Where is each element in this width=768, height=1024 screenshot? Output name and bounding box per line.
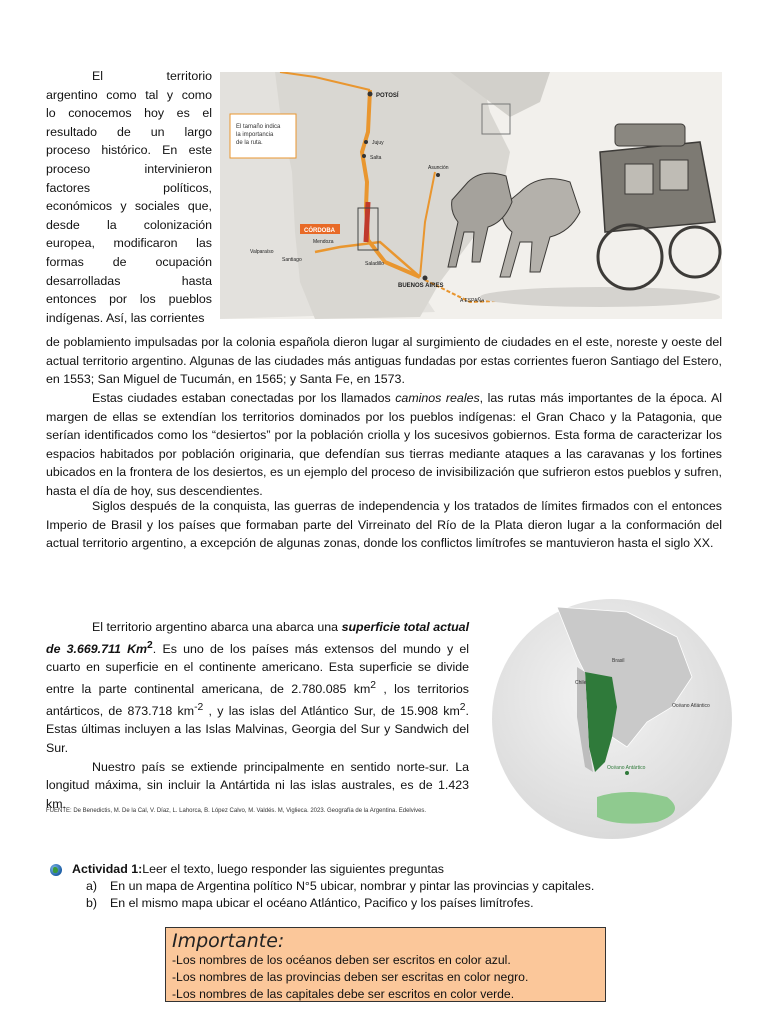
- text-fragment: , las rutas más importantes de la época. Al margen de ellas se extendían los territorios dominados por los pueblos indígenas: el Gran Chaco y la Patagonia, que serían identificados como los “desiertos” por la población criolla y los sucesivos gobiernos. Esta forma de caracterizar los espacios habitados por población originaria, que defendían sus tierras mediante ataques a las caravanas y los fortines ubicados en la frontera de los desiertos, es un ejemplo del proceso de invisibilización que sufrieron estos pueblos y sufren, hasta el día de hoy, sus descendientes.: [46, 391, 722, 498]
- city-label: A ESPAÑA: [460, 298, 485, 304]
- intro-line: proceso histórico. En este: [46, 143, 212, 158]
- important-title: Importante:: [172, 930, 285, 952]
- bold-term: superficie total actual de 3.669.711 Km: [46, 620, 470, 656]
- section-superficie: [46, 618, 469, 813]
- globe-label: Brasil: [612, 658, 625, 664]
- activity-item: [50, 895, 730, 912]
- important-box: [165, 927, 606, 1002]
- important-line: -Los nombres de las provincias deben ser escritas en color negro.: [172, 970, 529, 984]
- map-legend: El tamaño indica la importancia de la ruta.: [236, 124, 281, 146]
- superscript: 2: [459, 701, 466, 713]
- intro-line: lo conocemos hoy es el: [46, 106, 212, 121]
- city-label: BUENOS AIRES: [398, 283, 444, 289]
- globe-map: [477, 597, 747, 842]
- city-label: POTOSÍ: [376, 93, 399, 99]
- intro-line: económicos y sociales que,: [46, 199, 212, 214]
- colonial-routes-map: [220, 72, 722, 319]
- text-fragment: Estas ciudades estaban conectadas por los llamados: [92, 391, 396, 405]
- source-citation: FUENTE: De Benedictis, M. De la Cal, V. Díaz, L. Lahorca, B. López Calvo, M. Valdés. M, Viglieca. 2023. Geografía de la Argentina. Edelvives.: [46, 808, 427, 814]
- intro-column: [46, 67, 212, 327]
- intro-paragraph-end: de poblamiento impulsadas por la colonia española dieron lugar al surgimiento de ciudades en el este, noreste y oeste del actual territorio argentino. Algunas de las ciudades más antiguas fundadas por estas corrientes fueron Santiago del Estero, en 1553; San Miguel de Tucumán, en 1565; y Santa Fe, en 1573.: [46, 335, 722, 387]
- activity-section: [50, 861, 730, 912]
- item-marker: a): [86, 879, 98, 893]
- text-fragment: El territorio argentino abarca una abarca una: [92, 620, 342, 634]
- city-label: Valparaíso: [250, 249, 274, 255]
- intro-line: entonces por los pueblos: [46, 292, 212, 307]
- city-label: Salta: [370, 155, 382, 161]
- intro-line: argentino como tal y como: [46, 87, 212, 102]
- important-line: -Los nombres de los océanos deben ser escritos en color azul.: [172, 953, 511, 967]
- globe-label: Océano Atlántico: [672, 703, 710, 709]
- intro-line: europea, modificaron las: [46, 236, 212, 251]
- globe-label: Chile: [575, 680, 587, 686]
- activity-text: Leer el texto, luego responder las siguientes preguntas: [142, 862, 444, 876]
- city-label: Asunción: [428, 165, 449, 171]
- intro-line: factores políticos,: [46, 180, 212, 195]
- italic-term: caminos reales: [395, 391, 480, 405]
- city-label: Saladillo: [365, 261, 384, 267]
- important-line: -Los nombres de las capitales debe ser escritos en color verde.: [172, 987, 515, 1001]
- item-marker: b): [86, 896, 98, 910]
- text-fragment: , los territorios antárticos, de 873.718 km: [46, 682, 470, 718]
- city-label: Jujuy: [372, 140, 384, 146]
- intro-line: El territorio: [92, 69, 212, 83]
- intro-line: desarrolladas hasta: [46, 273, 212, 288]
- intro-line: resultado de un largo: [46, 124, 212, 139]
- paragraph-superficie: [46, 618, 469, 758]
- paragraph-territory-formation: Siglos después de la conquista, las guerras de independencia y los tratados de límites firmados con el entonces Imperio de Brasil y los países que formaban parte del Virreinato del Río de la Plata dieron lugar a la conformación del actual territorio argentino, a excepción de algunas zonas, donde los conflictos limítrofes se mantuvieron hasta el siglo XX.: [46, 499, 722, 551]
- intro-line: indígenas. Así, las corrientes: [46, 310, 205, 325]
- text-fragment: . Es uno de los países más extensos del mundo y el cuarto en superficie en el continente americano. Esta superficie se divide entre la parte continental americana, de 2.780.085 km: [46, 641, 469, 697]
- city-label: Santiago: [282, 257, 302, 263]
- intro-line: desde la colonización: [46, 217, 212, 232]
- city-label: CÓRDOBA: [304, 228, 335, 234]
- intro-line: formas de ocupación: [46, 254, 212, 269]
- paragraph-longitud: Nuestro país se extiende principalmente en sentido norte-sur. La longitud máxima, sin incluir la Antártida ni las islas australes, es de 1.423 km.: [46, 759, 469, 811]
- text-fragment: , y las islas del Atlántico Sur, de 15.908 km: [203, 703, 460, 718]
- superscript: -2: [194, 701, 204, 713]
- superscript: 2: [147, 639, 153, 651]
- text-fragment: . Estas últimas incluyen a las Islas Malvinas, Georgia del Sur y Sandwich del Sur.: [46, 703, 469, 755]
- city-label: Mendoza: [313, 239, 334, 245]
- intro-line: proceso intervinieron: [46, 161, 212, 176]
- item-text: En un mapa de Argentina político N°5 ubicar, nombrar y pintar las provincias y capitales.: [110, 879, 595, 893]
- superscript: 2: [370, 679, 377, 691]
- activity-label: Actividad 1:: [72, 862, 143, 876]
- activity-item: [50, 878, 730, 895]
- globe-label: Océano Antártico: [607, 765, 646, 771]
- globe-icon: [50, 864, 62, 876]
- item-text: En el mismo mapa ubicar el océano Atlántico, Pacifico y los países limítrofes.: [110, 896, 534, 910]
- paragraph-caminos-reales: [46, 389, 722, 501]
